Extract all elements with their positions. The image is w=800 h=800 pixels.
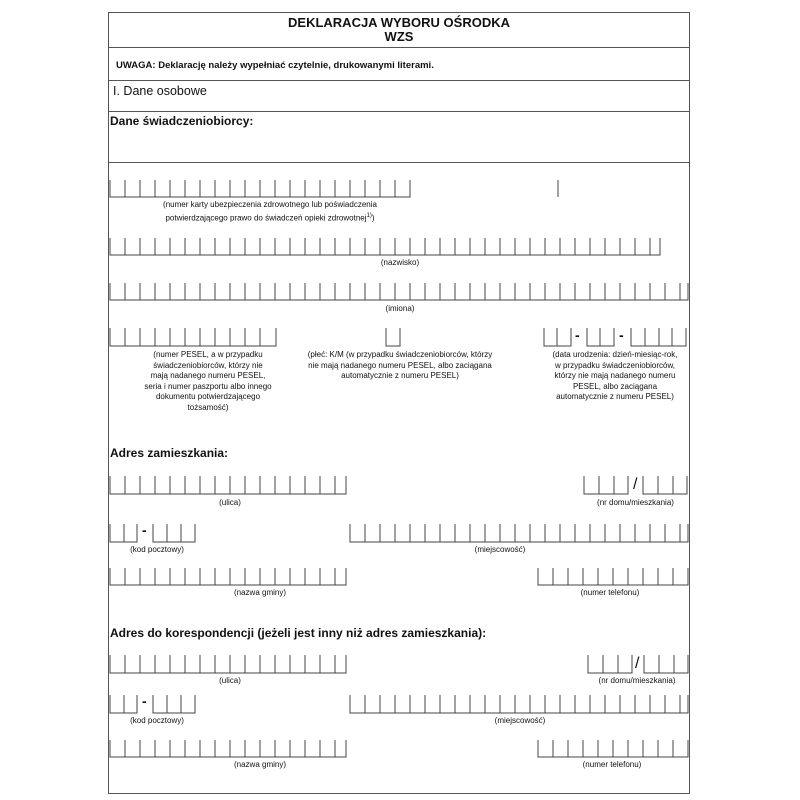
residence-house-caption: (nr domu/mieszkania) <box>597 498 674 507</box>
postal-code-separator: - <box>142 693 147 709</box>
correspondence-house-number-field[interactable] <box>588 655 632 673</box>
caption-line: seria i numer paszportu albo innego <box>144 381 272 391</box>
birth-month-field[interactable] <box>587 328 614 346</box>
correspondence-house-caption: (nr domu/mieszkania) <box>598 676 676 685</box>
note-prefix: UWAGA: <box>116 60 156 71</box>
residence-street-caption: (ulica) <box>219 498 241 507</box>
residence-postal-caption: (kod pocztowy) <box>130 545 184 554</box>
given-names-field[interactable] <box>110 283 688 300</box>
caption-line: (numer PESEL, a w przypadku <box>153 350 263 359</box>
residence-street-field[interactable] <box>110 476 346 494</box>
caption-line: (płeć: K/M (w przypadku świadczeniobiorców, którzy <box>307 350 493 359</box>
date-separator: - <box>575 327 580 343</box>
caption-line: świadczeniobiorców, którzy nie <box>153 360 263 370</box>
birth-day-field[interactable] <box>544 328 571 346</box>
correspondence-commune-caption: (nazwa gminy) <box>233 760 286 769</box>
correspondence-street-caption: (ulica) <box>219 676 241 685</box>
correspondence-phone-field[interactable] <box>538 740 688 757</box>
residence-phone-field[interactable] <box>538 568 688 585</box>
residence-phone-caption: (numer telefonu) <box>580 588 640 597</box>
insurance-card-number-field[interactable] <box>110 180 410 197</box>
residence-postal-code-2-field[interactable] <box>153 524 195 542</box>
residence-heading: Adres zamieszkania: <box>110 446 229 460</box>
caption-line: automatycznie z numeru PESEL) <box>556 392 674 401</box>
surname-field[interactable] <box>110 238 660 255</box>
caption-line: którzy nie mają nadanego numeru <box>554 371 676 380</box>
caption-line: (data urodzenia: dzień-miesiąc-rok, <box>552 350 678 359</box>
correspondence-street-field[interactable] <box>110 655 346 673</box>
residence-city-caption: (miejscowość) <box>474 545 526 554</box>
sex-field[interactable] <box>386 328 400 346</box>
birth-date-caption <box>540 350 690 403</box>
note-text: Deklarację należy wypełniać czytelnie, drukowanymi literami. <box>158 60 434 71</box>
caption-line: tożsamość) <box>187 402 229 412</box>
section-title: I. Dane osobowe <box>113 84 207 98</box>
birth-year-field[interactable] <box>631 328 686 346</box>
correspondence-postal-code-2-field[interactable] <box>153 695 195 713</box>
caption-close: ) <box>371 213 375 223</box>
caption-line: dokumentu potwierdzającego <box>155 392 261 401</box>
caption-line: automatycznie z numeru PESEL) <box>341 371 459 380</box>
residence-commune-caption: (nazwa gminy) <box>233 588 286 597</box>
date-separator: - <box>619 327 624 343</box>
footnote-marker: 1) <box>366 212 372 219</box>
caption-line: mają nadanego numeru PESEL, <box>150 371 266 380</box>
correspondence-commune-field[interactable] <box>110 740 346 757</box>
correspondence-city-caption: (miejscowość) <box>494 716 546 725</box>
correspondence-city-field[interactable] <box>350 695 688 713</box>
form-subtitle: WZS <box>384 29 414 44</box>
residence-commune-field[interactable] <box>110 568 346 585</box>
beneficiary-heading: Dane świadczeniobiorcy: <box>110 114 254 128</box>
caption-line: nie mają nadanego numeru PESEL, albo zaciągana <box>308 360 492 370</box>
correspondence-heading: Adres do korespondencji (jeżeli jest inny niż adres zamieszkania): <box>110 626 487 640</box>
residence-city-field[interactable] <box>350 524 688 542</box>
caption-line <box>120 211 420 224</box>
residence-flat-number-field[interactable] <box>643 476 687 494</box>
surname-caption: (nazwisko) <box>380 258 420 267</box>
caption-line: PESEL, albo zaciągana <box>572 381 658 391</box>
sex-caption <box>290 350 510 382</box>
correspondence-postal-caption: (kod pocztowy) <box>130 716 184 725</box>
correspondence-flat-number-field[interactable] <box>644 655 688 673</box>
form-title: DEKLARACJA WYBORU OŚRODKA <box>288 15 510 30</box>
insurance-card-caption <box>120 200 420 224</box>
postal-code-separator: - <box>142 522 147 538</box>
pesel-field[interactable] <box>110 328 276 346</box>
correspondence-postal-code-1-field[interactable] <box>110 695 137 713</box>
house-flat-separator: / <box>635 655 640 672</box>
caption-text: potwierdzającego prawo do świadczeń opieki zdrowotnej <box>165 213 367 223</box>
correspondence-phone-caption: (numer telefonu) <box>582 760 642 769</box>
house-flat-separator: / <box>633 476 638 493</box>
residence-postal-code-1-field[interactable] <box>110 524 137 542</box>
pesel-caption <box>118 350 298 413</box>
given-names-caption: (imiona) <box>385 304 415 313</box>
caption-line: w przypadku świadczeniobiorców, <box>554 360 676 370</box>
caption-line: (numer karty ubezpieczenia zdrowotnego lub poświadczenia <box>163 200 377 209</box>
residence-house-number-field[interactable] <box>584 476 628 494</box>
